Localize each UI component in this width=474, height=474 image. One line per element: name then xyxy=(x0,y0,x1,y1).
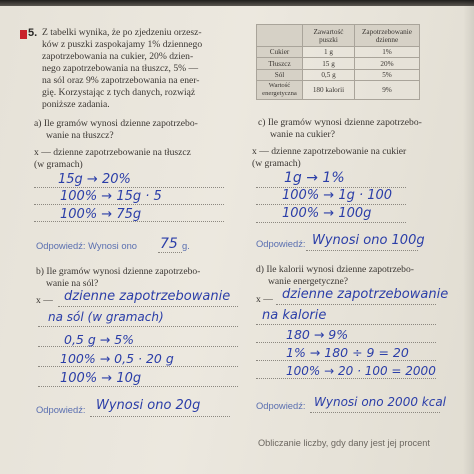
question-a-cont: wanie na tłuszcz? xyxy=(46,130,114,141)
dotted-line xyxy=(38,326,238,327)
handwritten-work: 100% → 10g xyxy=(60,371,142,386)
table-header-row xyxy=(257,25,420,47)
dotted-line xyxy=(34,187,224,188)
answer-line xyxy=(158,252,182,253)
handwritten-work: 100% → 1g · 100 xyxy=(282,188,393,203)
question-c-cont: wanie na cukier? xyxy=(270,129,335,140)
question-c: c) Ile gramów wynosi dzienne zapotrzebo- xyxy=(258,117,422,128)
table-cell: 0,5 g xyxy=(303,69,355,80)
nutrition-table xyxy=(256,24,420,100)
dotted-line xyxy=(276,304,436,305)
table-cell: 1% xyxy=(355,47,420,58)
definition-a: x — dzienne zapotrzebowanie na tłuszcz xyxy=(34,147,191,158)
table-cell: Cukier xyxy=(257,47,303,58)
answer-line xyxy=(306,250,418,251)
handwritten-work: 0,5 g → 5% xyxy=(64,332,135,347)
handwritten-work: 100% → 20 · 100 = 2000 xyxy=(286,364,436,378)
table-cell: 15 g xyxy=(303,58,355,69)
table-cell: 180 kalorii xyxy=(303,81,355,100)
chapter-footer: Obliczanie liczby, gdy dany jest jej procent xyxy=(258,438,430,448)
answer-label-d: Odpowiedź: xyxy=(256,400,306,411)
table-row xyxy=(257,47,420,58)
handwritten-work: dzienne zapotrzebowanie xyxy=(282,287,449,302)
dotted-line xyxy=(58,306,238,307)
task-number: 5. xyxy=(28,27,38,39)
handwritten-work: 15g → 20% xyxy=(58,172,131,187)
definition-c-cont: (w gramach) xyxy=(252,158,301,169)
answer-label-a: Odpowiedź: Wynosi ono xyxy=(36,240,138,251)
table-cell: 5% xyxy=(355,69,420,80)
dotted-line xyxy=(256,324,436,325)
handwritten-work: 100% → 75g xyxy=(60,207,142,222)
dotted-line xyxy=(256,222,406,223)
question-a: a) Ile gramów wynosi dzienne zapotrzebo- xyxy=(34,118,198,129)
answer-value-c: Wynosi ono 100g xyxy=(312,233,425,248)
answer-line xyxy=(310,412,440,413)
question-b-cont: wanie na sól? xyxy=(46,278,99,289)
answer-value-d: Wynosi ono 2000 kcal xyxy=(314,395,447,409)
intro-line: nego zapotrzebowania na tłuszcz, 5% — xyxy=(42,63,199,74)
table-header-cell: Zawartość puszki xyxy=(303,25,355,47)
definition-a-cont: (w gramach) xyxy=(34,159,83,170)
dotted-line xyxy=(38,366,238,367)
intro-line: na sól oraz 9% zapotrzebowania na ener- xyxy=(42,75,200,86)
definition-c: x — dzienne zapotrzebowanie na cukier xyxy=(252,146,407,157)
intro-line: gię. Korzystając z tych danych, rozwiąż xyxy=(42,87,196,98)
table-cell: 9% xyxy=(355,81,420,100)
handwritten-work: na kalorie xyxy=(262,308,327,323)
page-edge-shadow xyxy=(463,0,474,474)
handwritten-work: na sól (w gramach) xyxy=(48,310,164,324)
intro-line: zapotrzebowania na cukier, 20% dzien- xyxy=(42,51,194,62)
handwritten-work: 100% → 15g · 5 xyxy=(60,189,162,204)
answer-line xyxy=(90,416,230,417)
table-cell: Tłuszcz xyxy=(257,58,303,69)
table-header-cell: Zapotrzebowanie dzienne xyxy=(355,25,420,47)
table-header-cell xyxy=(257,25,303,47)
top-shadow xyxy=(0,0,474,6)
intro-line: ków z puszki zaspokajamy 1% dziennego xyxy=(42,39,203,50)
table-cell: Sól xyxy=(257,69,303,80)
dotted-line xyxy=(34,204,224,205)
task-marker-icon xyxy=(20,30,27,39)
table-row xyxy=(257,69,420,80)
x-label-b: x — xyxy=(36,295,53,306)
table-cell: 1 g xyxy=(303,47,355,58)
intro-line: Z tabelki wynika, że po zjedzeniu orzesz- xyxy=(42,27,202,38)
dotted-line xyxy=(38,386,238,387)
answer-value-a: 75 xyxy=(160,236,178,252)
table-row xyxy=(257,81,420,100)
intro-line: poniższe zadania. xyxy=(42,99,110,110)
question-b: b) Ile gramów wynosi dzienne zapotrzebo- xyxy=(36,266,201,277)
dotted-line xyxy=(256,360,436,361)
table-cell: 20% xyxy=(355,58,420,69)
table-cell: Wartość energetyczna xyxy=(257,81,303,100)
x-label-d: x — xyxy=(256,294,273,305)
handwritten-work: 1% → 180 ÷ 9 = 20 xyxy=(286,345,409,360)
dotted-line xyxy=(256,342,436,343)
answer-label-c: Odpowiedź: xyxy=(256,238,306,249)
dotted-line xyxy=(256,378,436,379)
question-d-cont: wanie energetyczne? xyxy=(268,276,348,287)
handwritten-work: 100% → 0,5 · 20 g xyxy=(60,351,174,366)
answer-unit-a: g. xyxy=(182,240,190,251)
handwritten-work: 100% → 100g xyxy=(282,206,372,221)
handwritten-work: 180 → 9% xyxy=(286,327,349,342)
handwritten-work: 1g → 1% xyxy=(284,170,345,186)
dotted-line xyxy=(256,204,406,205)
answer-label-b: Odpowiedź: xyxy=(36,404,86,415)
handwritten-work: dzienne zapotrzebowanie xyxy=(64,289,231,304)
question-d: d) Ile kalorii wynosi dzienne zapotrzebo- xyxy=(256,264,414,275)
table-row xyxy=(257,58,420,69)
answer-value-b: Wynosi ono 20g xyxy=(96,398,201,413)
